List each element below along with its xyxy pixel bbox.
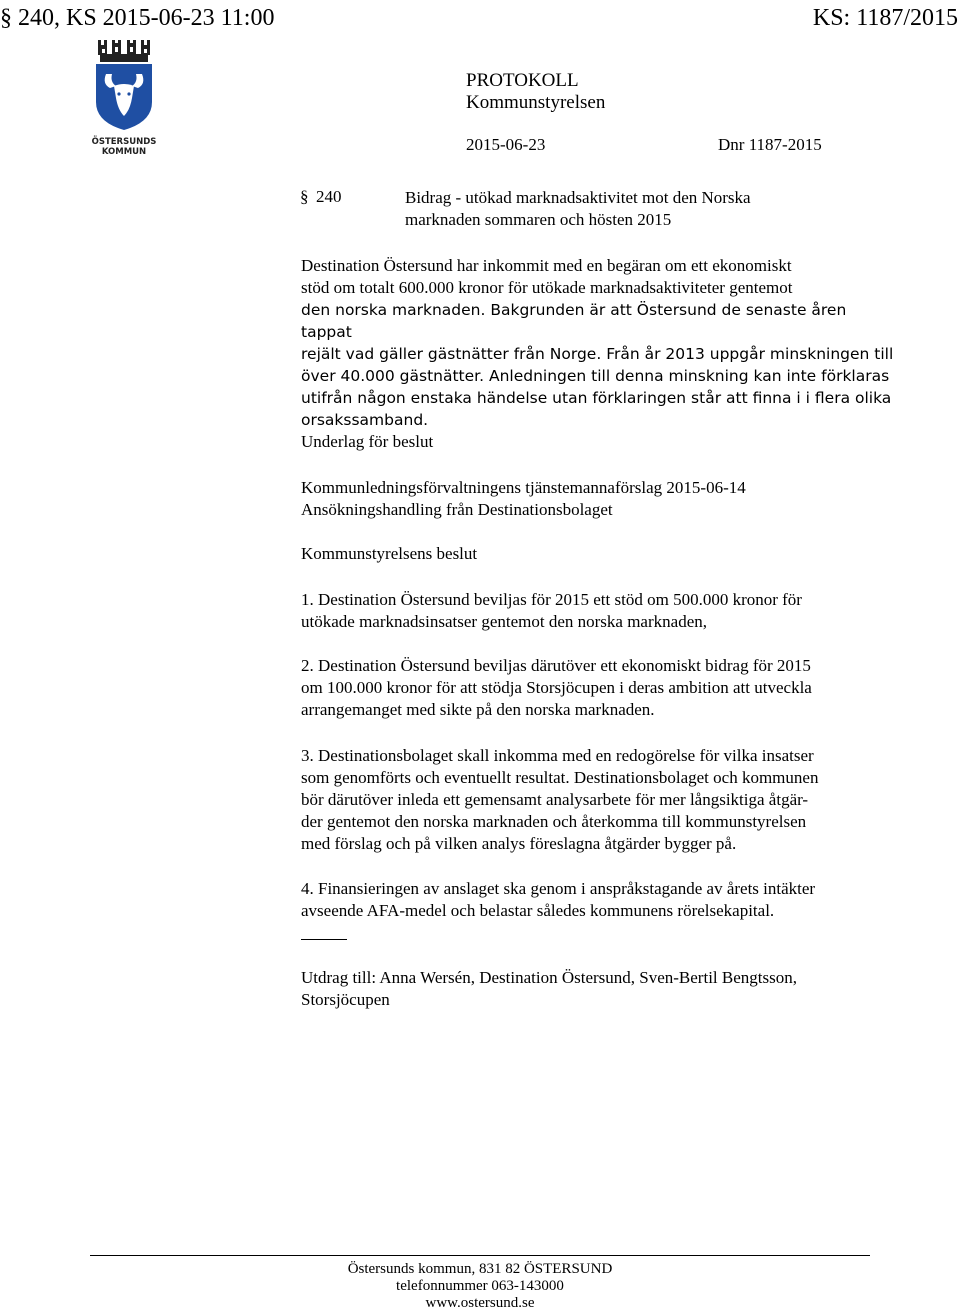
decision-item-3 (301, 745, 901, 855)
header-case-number: KS: 1187/2015 (812, 5, 958, 31)
separator-rule (301, 939, 347, 940)
decision-line: som genomförts och eventuellt resultat. Destinationsbolaget och kommunen (301, 768, 819, 787)
intro-line: orsakssamband. (301, 411, 429, 429)
intro-line: den norska marknaden. Bakgrunden är att Östersund de senaste åren tappat (301, 301, 847, 341)
document-date: 2015-06-23 (466, 135, 546, 154)
underlag-item: Ansökningshandling från Destinationsbolaget (301, 500, 613, 519)
distribution-list (301, 967, 901, 1011)
intro-line: över 40.000 gästnätter. Anledningen till denna minskning kan inte förklaras (301, 367, 890, 385)
decision-line: arrangemanget med sikte på den norska marknaden. (301, 700, 655, 719)
intro-paragraph (301, 255, 901, 431)
decision-item-4 (301, 878, 901, 922)
logo-text-line1: ÖSTERSUNDS (92, 137, 156, 147)
decision-item-2 (301, 655, 901, 721)
section-title-line2: marknaden sommaren och hösten 2015 (405, 210, 672, 229)
intro-line: rejält vad gäller gästnätter från Norge. Från år 2013 uppgår minskningen till (301, 345, 894, 363)
decision-item-1 (301, 589, 901, 633)
decision-line: 1. Destination Östersund beviljas för 2015 ett stöd om 500.000 kronor för (301, 590, 802, 609)
header-reference: § 240, KS 2015-06-23 11:00 (0, 5, 275, 31)
section-number: 240 (316, 187, 342, 206)
intro-line: stöd om totalt 600.000 kronor för utökade marknadsaktiviteter gentemot (301, 278, 793, 297)
decision-line: der gentemot den norska marknaden och återkomma till kommunstyrelsen (301, 812, 807, 831)
distribution-line: Utdrag till: Anna Wersén, Destination Östersund, Sven-Bertil Bengtsson, (301, 968, 797, 987)
section-symbol: § (300, 187, 309, 206)
intro-line: Destination Östersund har inkommit med en begäran om ett ekonomiskt (301, 256, 792, 275)
decision-line: avseende AFA-medel och belastar således kommunens rörelsekapital. (301, 901, 775, 920)
document-heading (466, 70, 605, 114)
distribution-line: Storsjöcupen (301, 990, 390, 1009)
document-dnr: Dnr 1187-2015 (718, 135, 822, 154)
municipality-logo (92, 40, 156, 158)
section-title-line1: Bidrag - utökad marknadsaktivitet mot den Norska (405, 188, 751, 207)
decision-line: 2. Destination Östersund beviljas därutöver ett ekonomiskt bidrag för 2015 (301, 656, 811, 675)
intro-line: utifrån någon enstaka händelse utan förklaringen står att finna i i flera olika (301, 389, 892, 407)
logo-text-line2: KOMMUN (101, 147, 147, 157)
footer-address: Östersunds kommun, 831 82 ÖSTERSUND (347, 1261, 613, 1277)
decision-line: 3. Destinationsbolaget skall inkomma med en redogörelse för vilka insatser (301, 746, 814, 765)
underlag-heading: Underlag för beslut (301, 432, 434, 451)
document-type: PROTOKOLL (466, 70, 579, 91)
decision-line: om 100.000 kronor för att stödja Storsjöcupen i deras ambition att utveckla (301, 678, 812, 697)
decision-line: 4. Finansieringen av anslaget ska genom i anspråkstagande av årets intäkter (301, 879, 816, 898)
footer-website: www.ostersund.se (425, 1295, 535, 1311)
footer-rule (90, 1255, 870, 1256)
decision-line: bör därutöver inleda ett gemensamt analysarbete för mer långsiktiga åtgär- (301, 790, 809, 809)
decision-line: med förslag och på vilken analys föreslagna åtgärder bygger på. (301, 834, 737, 853)
coat-of-arms-icon (92, 40, 156, 158)
section-title (405, 187, 855, 231)
beslut-heading: Kommunstyrelsens beslut (301, 544, 478, 563)
document-body: Kommunstyrelsen (466, 92, 606, 113)
decision-line: utökade marknadsinsatser gentemot den norska marknaden, (301, 612, 707, 631)
footer-phone: telefonnummer 063-143000 (396, 1278, 564, 1294)
underlag-item: Kommunledningsförvaltningens tjänstemannaförslag 2015-06-14 (301, 478, 746, 497)
